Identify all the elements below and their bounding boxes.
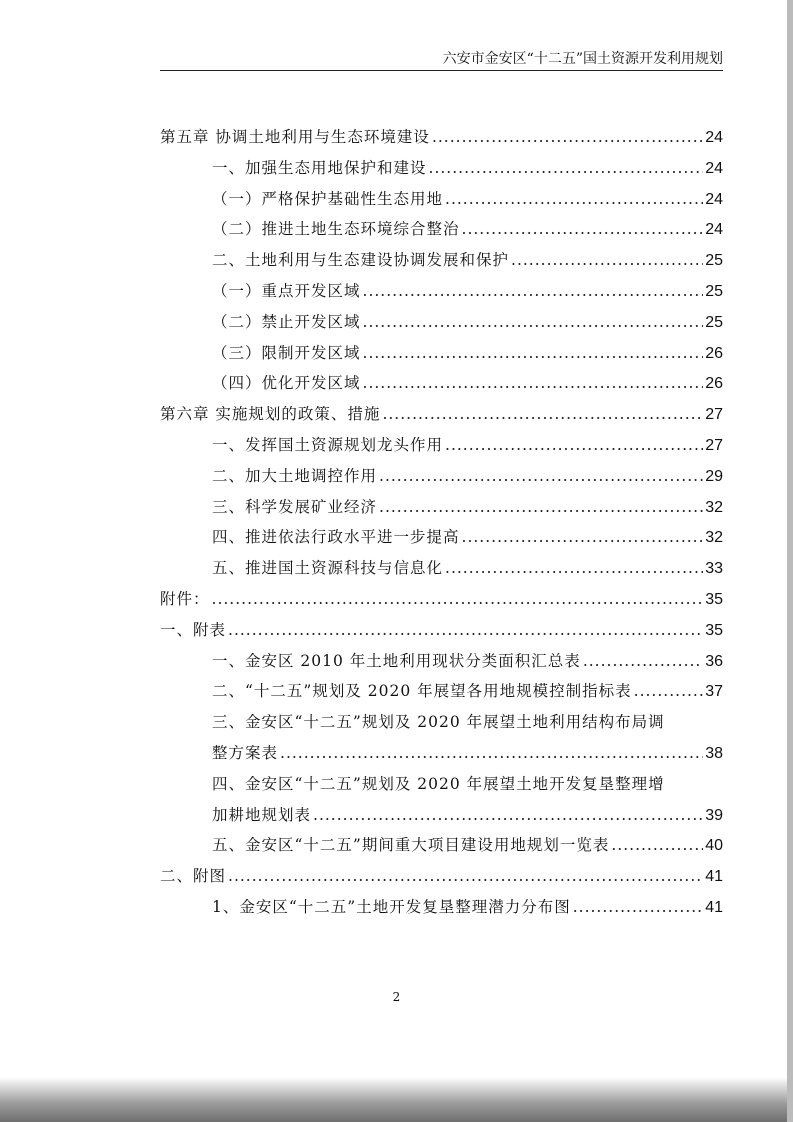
toc-entry[interactable] <box>160 217 723 248</box>
toc-entry-title: 三、金安区“十二五”规划及 2020 年展望土地利用结构布局调 <box>212 713 665 732</box>
dot-leader <box>313 806 703 824</box>
toc-entry[interactable] <box>160 895 723 926</box>
dot-leader <box>228 621 703 639</box>
toc-entry-title: 1、金安区“十二五”土地开发复垦整理潜力分布图 <box>212 897 571 916</box>
toc-entry[interactable] <box>160 525 723 556</box>
toc-entry[interactable] <box>160 649 723 680</box>
toc-entry-title: （三）限制开发区域 <box>212 343 361 362</box>
dot-leader <box>445 559 703 577</box>
toc-entry-page: 41 <box>705 868 723 886</box>
table-of-contents <box>160 125 723 926</box>
dot-leader <box>573 898 703 916</box>
dot-leader <box>583 652 703 670</box>
dot-leader <box>634 682 704 700</box>
dot-leader <box>462 220 704 238</box>
toc-entry-title: （一）严格保护基础性生态用地 <box>212 189 444 208</box>
dot-leader <box>363 344 704 362</box>
toc-entry-title: 加耕地规划表 <box>212 805 312 824</box>
dot-leader <box>382 405 703 423</box>
toc-entry-title: 一、附表 <box>160 620 227 639</box>
dot-leader <box>228 867 703 885</box>
toc-entry-title: 三、科学发展矿业经济 <box>212 497 378 516</box>
toc-entry[interactable] <box>160 587 723 618</box>
page-number: 2 <box>392 990 401 1004</box>
toc-entry[interactable] <box>160 402 723 433</box>
toc-entry[interactable] <box>160 864 723 895</box>
dot-leader <box>429 159 704 177</box>
toc-entry-title: 附件： <box>160 589 210 608</box>
dot-leader <box>445 436 703 454</box>
dot-leader <box>212 590 704 608</box>
toc-entry-page: 24 <box>705 190 723 208</box>
toc-entry[interactable] <box>160 772 723 803</box>
toc-entry[interactable] <box>160 741 723 772</box>
toc-entry-page: 40 <box>705 837 723 855</box>
dot-leader <box>280 744 703 762</box>
toc-entry[interactable] <box>160 156 723 187</box>
toc-entry-title: 四、推进依法行政水平进一步提高 <box>212 528 460 547</box>
toc-entry-page: 41 <box>705 898 723 916</box>
dot-leader <box>379 498 703 516</box>
dot-leader <box>611 836 703 854</box>
toc-entry-title: 二、“十二五”规划及 2020 年展望各用地规模控制指标表 <box>212 682 632 701</box>
scan-edge-artifact-right <box>787 0 793 1122</box>
toc-entry-title: （二）禁止开发区域 <box>212 312 361 331</box>
dot-leader <box>363 282 704 300</box>
toc-entry-page: 33 <box>705 560 723 578</box>
dot-leader <box>379 467 703 485</box>
toc-entry[interactable] <box>160 464 723 495</box>
toc-entry-title: 一、金安区 2010 年土地利用现状分类面积汇总表 <box>212 651 581 670</box>
toc-entry-title: 二、土地利用与生态建设协调发展和保护 <box>212 251 510 270</box>
toc-entry-title: 第六章 实施规划的政策、措施 <box>160 405 381 424</box>
toc-entry-title: 整方案表 <box>212 743 279 762</box>
toc-entry-title: 四、金安区“十二五”规划及 2020 年展望土地开发复垦整理增 <box>212 774 665 793</box>
toc-entry-title: 五、金安区“十二五”期间重大项目建设用地规划一览表 <box>212 836 610 855</box>
toc-entry-page: 24 <box>705 159 723 177</box>
toc-entry[interactable] <box>160 618 723 649</box>
toc-entry[interactable] <box>160 187 723 218</box>
toc-entry-title: 二、加大土地调控作用 <box>212 466 378 485</box>
toc-entry[interactable] <box>160 125 723 156</box>
toc-entry-page: 37 <box>705 683 723 701</box>
toc-entry-page: 24 <box>705 129 723 146</box>
toc-entry-page: 35 <box>705 590 723 608</box>
toc-entry-page: 38 <box>705 744 723 762</box>
dot-leader <box>445 190 703 208</box>
toc-entry-page: 24 <box>705 221 723 239</box>
toc-entry-page: 27 <box>705 406 723 424</box>
toc-entry-title: 第五章 协调土地利用与生态环境建设 <box>160 128 430 146</box>
toc-entry[interactable] <box>160 710 723 741</box>
toc-entry[interactable] <box>160 433 723 464</box>
toc-entry-page: 25 <box>705 252 723 270</box>
toc-entry-page: 27 <box>705 436 723 454</box>
toc-entry-title: 五、推进国土资源科技与信息化 <box>212 559 444 578</box>
toc-entry-title: 一、发挥国土资源规划龙头作用 <box>212 435 444 454</box>
toc-entry-page: 35 <box>705 621 723 639</box>
toc-entry[interactable] <box>160 279 723 310</box>
dot-leader <box>363 374 704 392</box>
toc-entry-title: （二）推进土地生态环境综合整治 <box>212 220 460 239</box>
toc-entry-page: 26 <box>705 375 723 393</box>
scan-edge-artifact <box>0 1077 793 1122</box>
header-title: 六安市金安区“十二五”国土资源开发利用规划 <box>442 51 723 67</box>
toc-entry[interactable] <box>160 310 723 341</box>
dot-leader <box>462 528 704 546</box>
dot-leader <box>511 251 703 269</box>
toc-entry-page: 32 <box>705 498 723 516</box>
toc-entry-page: 25 <box>705 313 723 331</box>
toc-entry[interactable] <box>160 803 723 834</box>
toc-entry-page: 32 <box>705 529 723 547</box>
toc-entry[interactable] <box>160 341 723 372</box>
toc-entry-page: 39 <box>705 806 723 824</box>
toc-entry-page: 29 <box>705 467 723 485</box>
dot-leader <box>432 128 703 146</box>
dot-leader <box>363 313 704 331</box>
toc-entry[interactable] <box>160 371 723 402</box>
toc-entry-title: （四）优化开发区域 <box>212 374 361 393</box>
toc-entry[interactable] <box>160 495 723 526</box>
toc-entry[interactable] <box>160 679 723 710</box>
toc-entry[interactable] <box>160 556 723 587</box>
toc-entry-page: 25 <box>705 282 723 300</box>
toc-entry[interactable] <box>160 833 723 864</box>
toc-entry[interactable] <box>160 248 723 279</box>
toc-entry-title: 二、附图 <box>160 867 227 886</box>
running-header <box>160 50 723 71</box>
toc-entry-title: 一、加强生态用地保护和建设 <box>212 158 427 177</box>
toc-entry-title: （一）重点开发区域 <box>212 281 361 300</box>
toc-entry-page: 36 <box>705 652 723 670</box>
toc-entry-page: 26 <box>705 344 723 362</box>
